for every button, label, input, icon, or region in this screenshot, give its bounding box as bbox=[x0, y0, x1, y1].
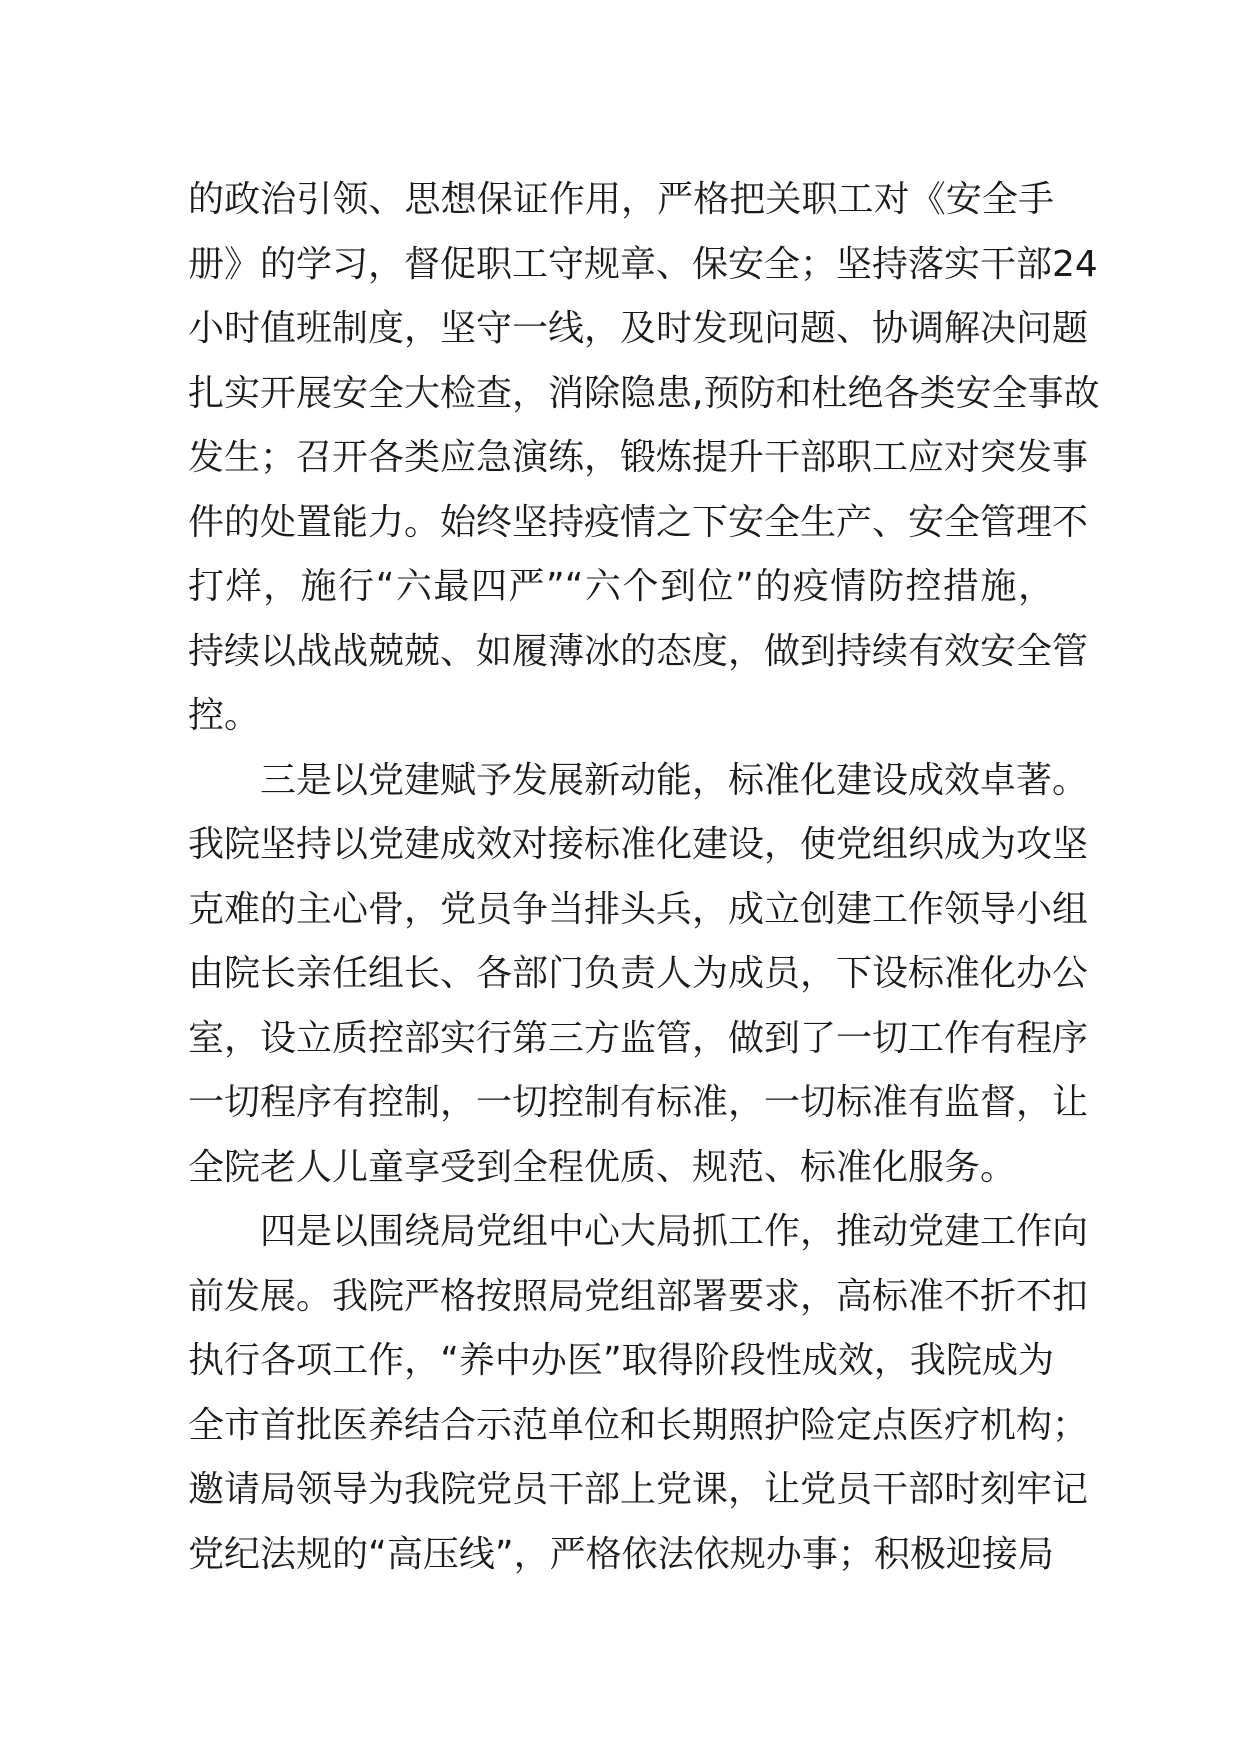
text-line: 邀请局领导为我院党员干部上党课，让党员干部时刻牢记 bbox=[188, 1469, 1089, 1510]
text-line: 前发展。我院严格按照局党组部署要求，高标准不折不扣 bbox=[188, 1275, 1089, 1317]
paragraph-lead-line: 四是以围绕局党组中心大局抓工作，推动党建工作向 bbox=[260, 1211, 1089, 1252]
document-body bbox=[188, 168, 1100, 1587]
text-line: 全院老人儿童享受到全程优质、规范、标准化服务。 bbox=[188, 1146, 1017, 1188]
text-line: 发生；召开各类应急演练，锻炼提升干部职工应对突发事 bbox=[188, 437, 1089, 478]
text-line: 由院长亲任组长、各部门负责人为成员，下设标准化办公 bbox=[188, 953, 1089, 994]
text-line: 的政治引领、思想保证作用，严格把关职工对《安全手 bbox=[188, 179, 1054, 220]
text-line: 扎实开展安全大检查，消除隐患,预防和杜绝各类安全事故 bbox=[188, 372, 1100, 414]
text-line: 册》的学习，督促职工守规章、保安全；坚持落实干部24 bbox=[188, 243, 1098, 285]
text-line: 控。 bbox=[188, 695, 261, 736]
text-line: 件的处置能力。始终坚持疫情之下安全生产、安全管理不 bbox=[188, 501, 1089, 543]
text-line: 室，设立质控部实行第三方监管，做到了一切工作有程序 bbox=[188, 1017, 1089, 1059]
text-line: 党纪法规的“高压线”，严格依法依规办事；积极迎接局 bbox=[188, 1533, 1054, 1575]
text-line: 执行各项工作，“养中办医”取得阶段性成效，我院成为 bbox=[188, 1340, 1054, 1381]
text-line: 我院坚持以党建成效对接标准化建设，使党组织成为攻坚 bbox=[188, 824, 1089, 865]
text-line: 打烊，施行“六最四严”“六个到位”的疫情防控措施， bbox=[188, 566, 1054, 607]
text-line: 小时值班制度，坚守一线，及时发现问题、协调解决问题 bbox=[188, 308, 1089, 349]
text-line: 克难的主心骨，党员争当排头兵，成立创建工作领导小组 bbox=[188, 888, 1089, 930]
text-line: 全市首批医养结合示范单位和长期照护险定点医疗机构； bbox=[188, 1404, 1089, 1446]
paragraph-lead-line: 三是以党建赋予发展新动能，标准化建设成效卓著。 bbox=[260, 759, 1089, 801]
text-line: 持续以战战兢兢、如履薄冰的态度，做到持续有效安全管 bbox=[188, 630, 1089, 672]
text-line: 一切程序有控制，一切控制有标准，一切标准有监督，让 bbox=[188, 1082, 1089, 1123]
